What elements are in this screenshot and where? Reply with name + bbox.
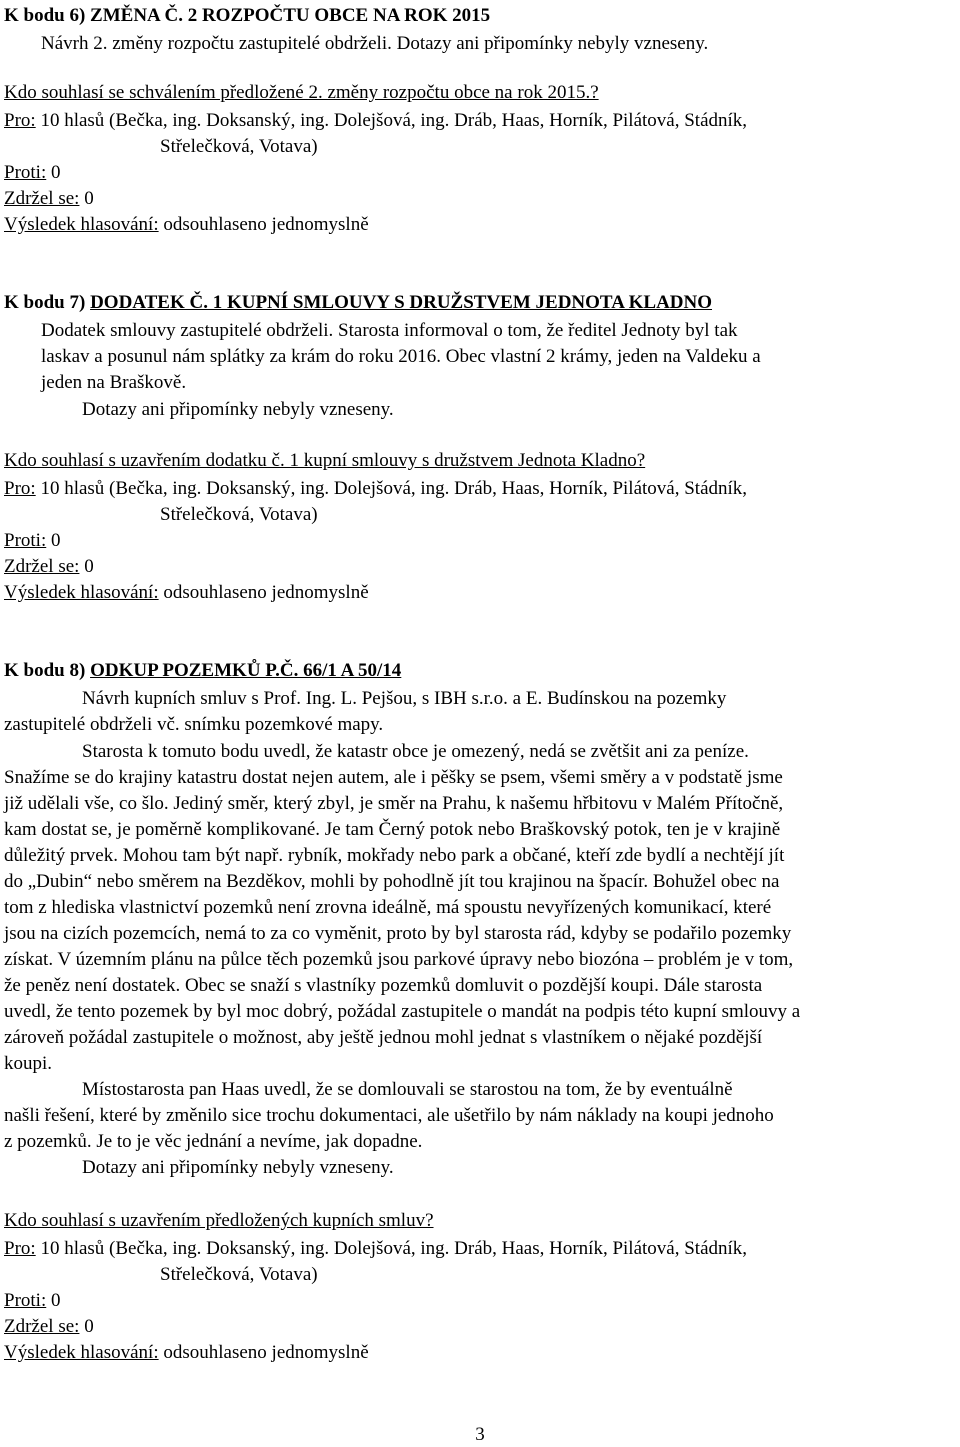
section-7-result xyxy=(4,580,369,605)
result-value: odsouhlaseno jednomyslně xyxy=(163,582,369,603)
vote-proti-label: Proti: xyxy=(4,530,47,551)
section-8-no-questions: Dotazy ani připomínky nebyly vzneseny. xyxy=(82,1157,394,1178)
result-value: odsouhlaseno jednomyslně xyxy=(163,1342,369,1363)
section-6-heading: K bodu 6) ZMĚNA Č. 2 ROZPOČTU OBCE NA ROK 2015 xyxy=(4,5,491,26)
vote-proti-value: 0 xyxy=(50,1290,61,1311)
section-8-mayor-line: tom z hlediska vlastnictví pozemků není zrovna ideálně, má spoustu nevyřízených komunikací, které xyxy=(4,897,772,918)
vote-zdrzel-label: Zdržel se: xyxy=(4,556,80,577)
result-label: Výsledek hlasování: xyxy=(4,1342,159,1363)
section-8-heading xyxy=(4,658,401,683)
section-6-vote-pro xyxy=(4,108,747,133)
section-8-question: Kdo souhlasí s uzavřením předložených kupních smluv? xyxy=(4,1210,434,1231)
section-6-vote-zdrzel xyxy=(4,186,94,211)
section-8-mayor-line: jsou na cizích pozemcích, nemá to za co vyměnit, proto by byl starosta rád, kdyby se podařilo pozemky xyxy=(4,923,792,944)
section-8-mayor-line: Snažíme se do krajiny katastru dostat nejen autem, ale i pěšky se psem, všemi směry a v podstatě jsme xyxy=(4,767,783,788)
section-8-intro-line: Návrh kupních smluv s Prof. Ing. L. Pejšou, s IBH s.r.o. a E. Budínskou na pozemky xyxy=(82,688,727,709)
section-8-deputy-line: Místostarosta pan Haas uvedl, že se domlouvali se starostou na tom, že by eventuálně xyxy=(82,1079,733,1100)
section-7-para-line: jeden na Braškově. xyxy=(41,372,187,393)
section-7-para-line: laskav a posunul nám splátky za krám do roku 2016. Obec vlastní 2 krámy, jeden na Valdeku a xyxy=(41,346,761,367)
vote-pro-label: Pro: xyxy=(4,478,36,499)
vote-pro-value: 10 hlasů (Bečka, ing. Doksanský, ing. Dolejšová, ing. Dráb, Haas, Horník, Pilátová, Stádník, xyxy=(40,478,748,499)
section-7-no-questions: Dotazy ani připomínky nebyly vzneseny. xyxy=(82,399,394,420)
section-7-heading-title: DODATEK Č. 1 KUPNÍ SMLOUVY S DRUŽSTVEM JEDNOTA KLADNO xyxy=(90,292,713,313)
section-8-mayor-line: získat. V územním plánu na půlce těch pozemků jsou parkové úpravy nebo biozóna – problém je v tom, xyxy=(4,949,794,970)
section-8-vote-pro xyxy=(4,1236,747,1261)
section-7-vote-zdrzel xyxy=(4,554,94,579)
section-8-mayor-line: koupi. xyxy=(4,1053,53,1074)
section-7-para-line: Dodatek smlouvy zastupitelé obdrželi. Starosta informoval o tom, že ředitel Jednoty byl tak xyxy=(41,320,738,341)
page-number: 3 xyxy=(475,1424,485,1445)
result-label: Výsledek hlasování: xyxy=(4,582,159,603)
result-value: odsouhlaseno jednomyslně xyxy=(163,214,369,235)
section-8-mayor-line: uvedl, že tento pozemek by byl moc dobrý, požádal zastupitele o mandát na podpis této kupní smlouvy a xyxy=(4,1001,801,1022)
vote-proti-label: Proti: xyxy=(4,162,47,183)
section-7-vote-pro-cont: Střelečková, Votava) xyxy=(160,504,318,525)
section-7-heading xyxy=(4,290,712,315)
section-8-mayor-line: již udělali vše, co šlo. Jediný směr, který zbyl, je směr na Prahu, k našemu hřbitovu v Malém Přítočně, xyxy=(4,793,784,814)
vote-zdrzel-value: 0 xyxy=(84,556,94,577)
section-6-intro: Návrh 2. změny rozpočtu zastupitelé obdrželi. Dotazy ani připomínky nebyly vzneseny. xyxy=(41,33,709,54)
section-8-mayor-line: důležitý prvek. Mohou tam být např. rybník, mokřady nebo park a občané, kteří zde bydlí a nechtějí jít xyxy=(4,845,785,866)
section-8-vote-zdrzel xyxy=(4,1314,94,1339)
vote-pro-label: Pro: xyxy=(4,110,36,131)
section-8-deputy-line: z pozemků. Je to je věc jednání a nevíme, jak dopadne. xyxy=(4,1131,423,1152)
vote-zdrzel-value: 0 xyxy=(84,188,94,209)
section-6-question: Kdo souhlasí se schválením předložené 2. změny rozpočtu obce na rok 2015.? xyxy=(4,82,599,103)
vote-proti-label: Proti: xyxy=(4,1290,47,1311)
section-8-vote-pro-cont: Střelečková, Votava) xyxy=(160,1264,318,1285)
section-6-result xyxy=(4,212,369,237)
section-8-heading-prefix: K bodu 8) xyxy=(4,660,91,681)
section-7-question: Kdo souhlasí s uzavřením dodatku č. 1 kupní smlouvy s družstvem Jednota Kladno? xyxy=(4,450,646,471)
vote-proti-value: 0 xyxy=(50,162,61,183)
section-8-deputy-line: našli řešení, které by změnilo sice trochu dokumentaci, ale ušetřilo by nám náklady na koupi jednoho xyxy=(4,1105,774,1126)
section-8-mayor-line: do „Dubin“ nebo směrem na Bezděkov, mohli by pohodlně jít tou krajinou na špacír. Bohužel obec na xyxy=(4,871,780,892)
section-8-mayor-line: zároveň požádal zastupitele o možnost, aby ještě jednou mohl jednat s vlastníkem o nějaké pozdější xyxy=(4,1027,763,1048)
vote-pro-value: 10 hlasů (Bečka, ing. Doksanský, ing. Dolejšová, ing. Dráb, Haas, Horník, Pilátová, Stádník, xyxy=(40,110,748,131)
vote-zdrzel-value: 0 xyxy=(84,1316,94,1337)
section-6-vote-proti xyxy=(4,160,60,185)
section-8-intro-line: zastupitelé obdrželi vč. snímku pozemkové mapy. xyxy=(4,714,384,735)
vote-pro-label: Pro: xyxy=(4,1238,36,1259)
vote-pro-value: 10 hlasů (Bečka, ing. Doksanský, ing. Dolejšová, ing. Dráb, Haas, Horník, Pilátová, Stádník, xyxy=(40,1238,748,1259)
vote-zdrzel-label: Zdržel se: xyxy=(4,1316,80,1337)
vote-proti-value: 0 xyxy=(50,530,61,551)
section-8-mayor-line: Starosta k tomuto bodu uvedl, že katastr obce je omezený, nedá se zvětšit ani za peníze. xyxy=(82,741,749,762)
section-7-vote-pro xyxy=(4,476,747,501)
section-7-heading-prefix: K bodu 7) xyxy=(4,292,91,313)
section-8-heading-title: ODKUP POZEMKŮ P.Č. 66/1 A 50/14 xyxy=(90,660,402,681)
section-8-mayor-line: kam dostat se, je poměrně komplikované. Je tam Černý potok nebo Braškovský potok, ten je v krajině xyxy=(4,819,781,840)
section-8-result xyxy=(4,1340,369,1365)
section-6-vote-pro-cont: Střelečková, Votava) xyxy=(160,136,318,157)
vote-zdrzel-label: Zdržel se: xyxy=(4,188,80,209)
section-7-vote-proti xyxy=(4,528,60,553)
result-label: Výsledek hlasování: xyxy=(4,214,159,235)
section-8-mayor-line: že peněz není dostatek. Obec se snaží s vlastníky pozemků domluvit o pozdější koupi. Dále starosta xyxy=(4,975,763,996)
section-8-vote-proti xyxy=(4,1288,60,1313)
